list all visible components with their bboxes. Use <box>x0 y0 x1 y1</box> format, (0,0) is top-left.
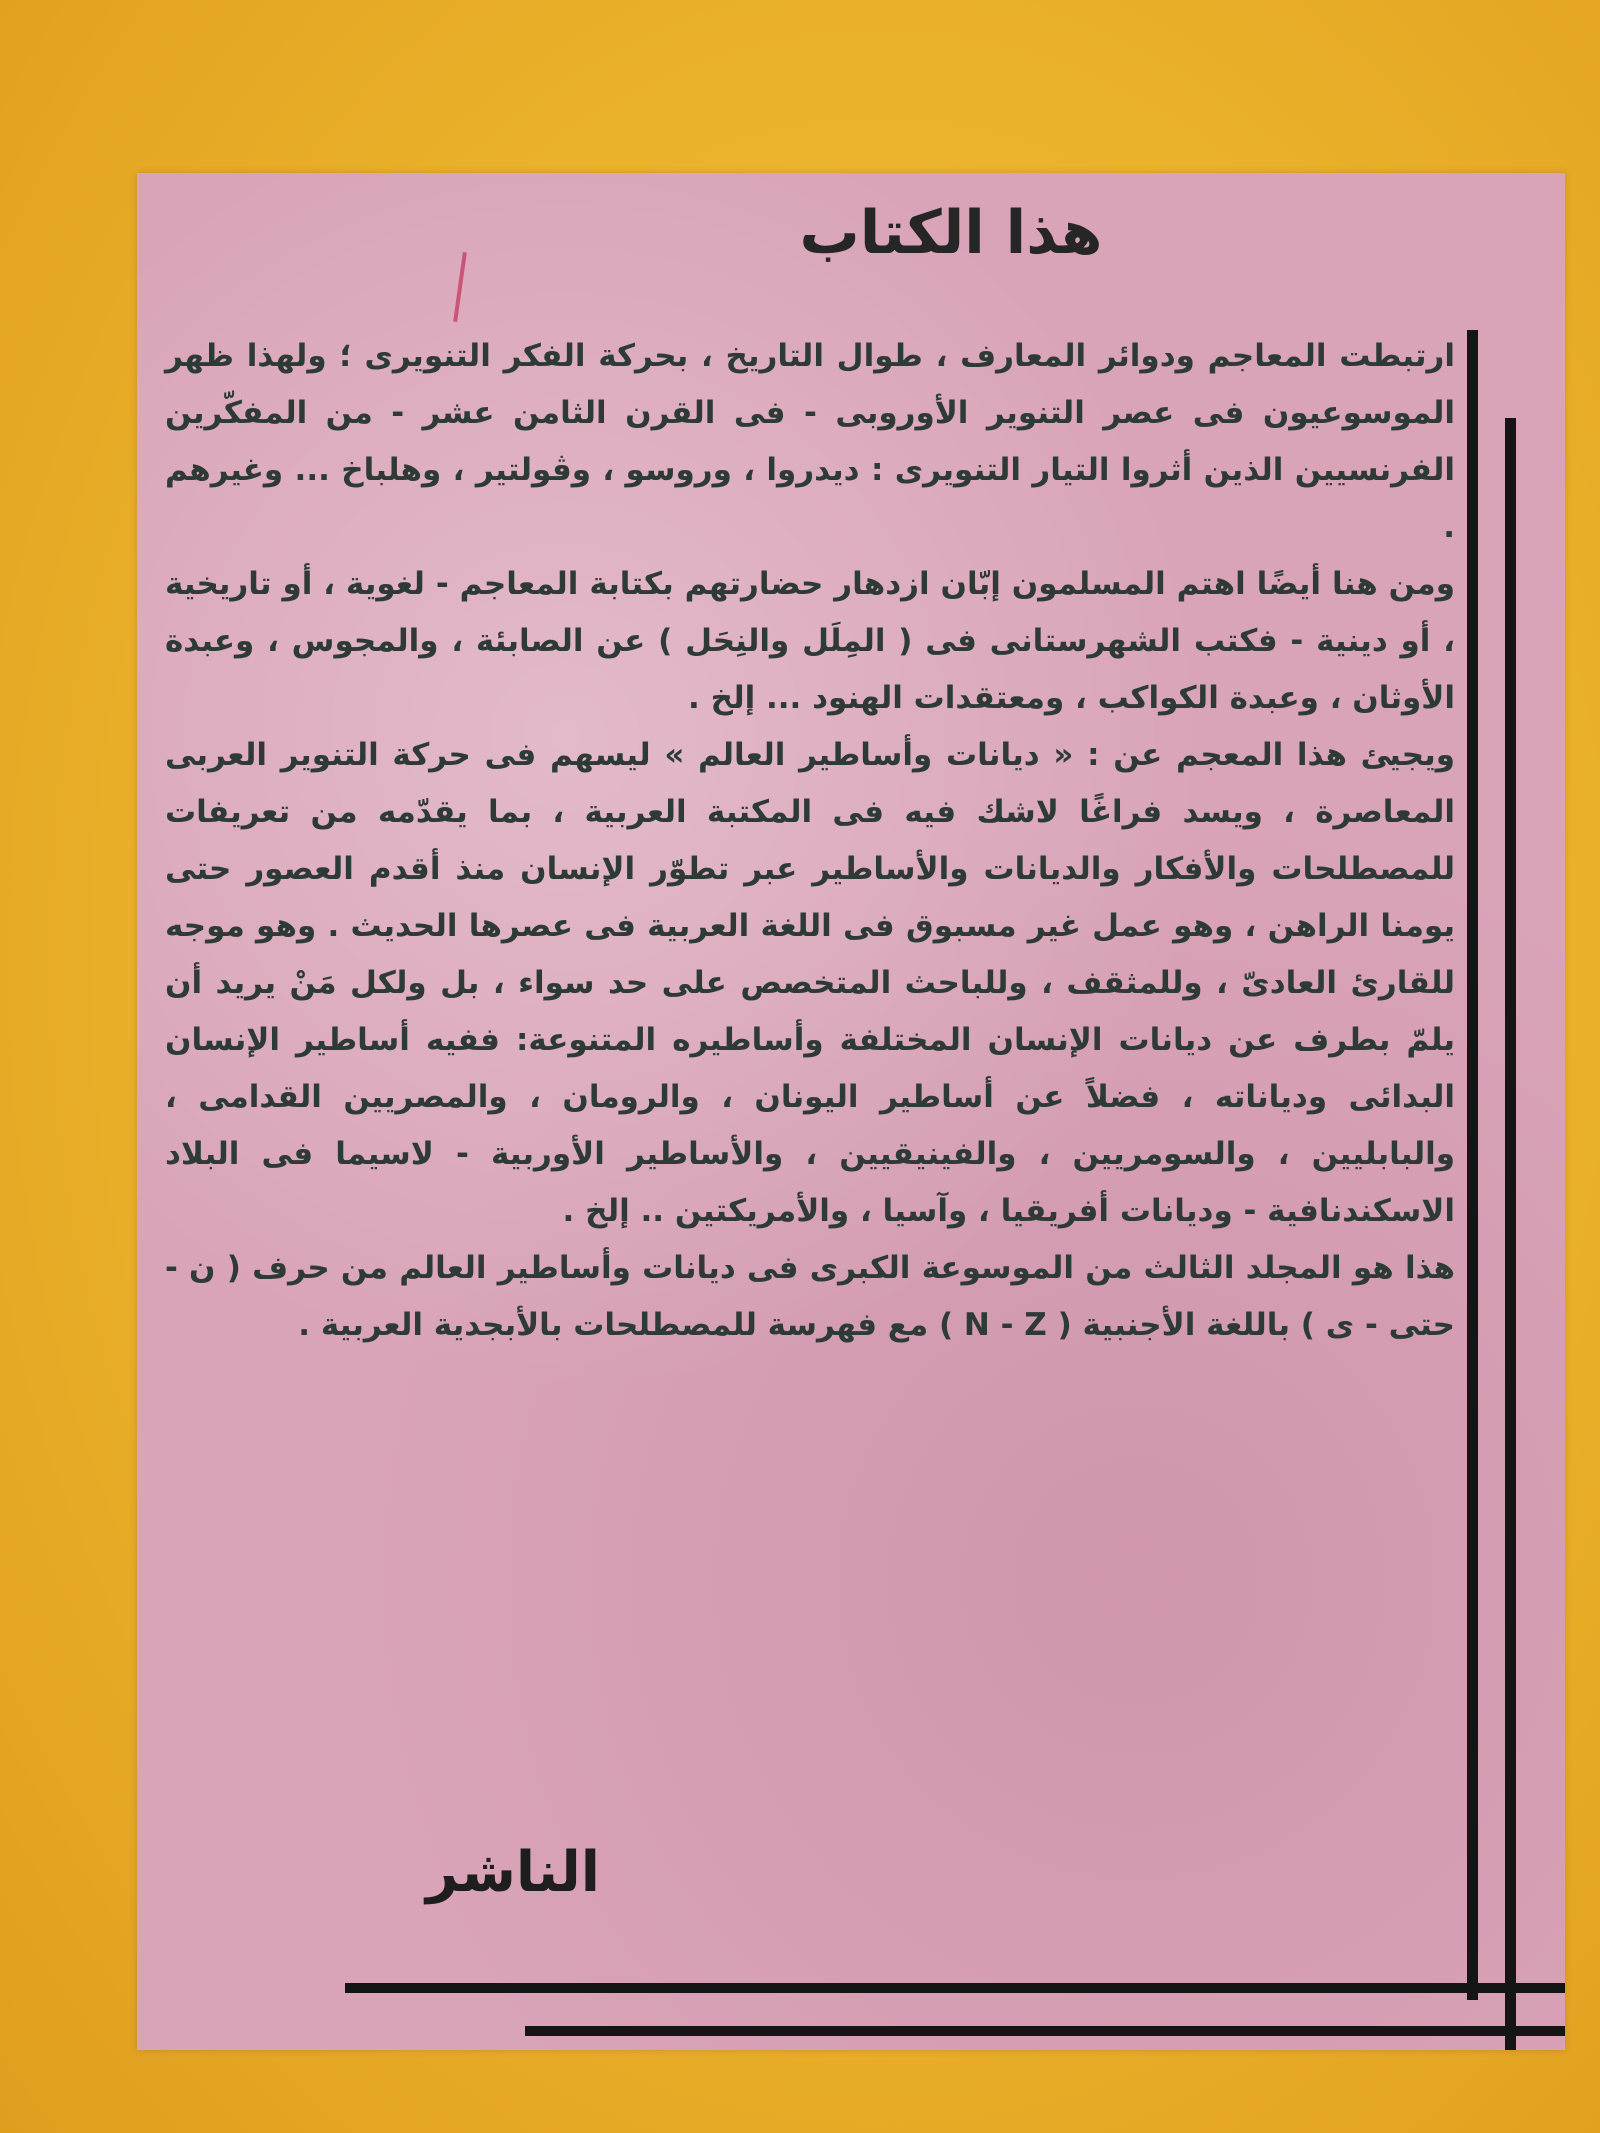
blurb-paragraph-1: ارتبطت المعاجم ودوائر المعارف ، طوال التاريخ ، بحركة الفكر التنويرى ؛ ولهذا ظهر الموسوعيون فى عصر التنوير الأوروبى - فى القرن الثامن عشر - من المفكّرين الفرنسيين الذين أثروا التيار التنويرى : ديدروا ، وروسو ، وڤولتير ، وهلباخ ... وغيرهم . <box>165 338 1455 545</box>
frame-vertical-line-outer <box>1505 418 1516 2050</box>
blurb-paragraph-2: ومن هنا أيضًا اهتم المسلمون إبّان ازدهار حضارتهم بكتابة المعاجم - لغوية ، أو تاريخية ، أو دينية - فكتب الشهرستانى فى ( المِلَل والنِحَل ) عن الصابئة ، والمجوس ، وعبدة الأوثان ، وعبدة الكواكب ، ومعتقدات الهنود ... إلخ . <box>165 566 1455 716</box>
publisher-signature: الناشر <box>425 1840 600 1905</box>
frame-horizontal-line-lower <box>525 2026 1565 2036</box>
blurb-paragraph-4: هذا هو المجلد الثالث من الموسوعة الكبرى فى ديانات وأساطير العالم من حرف ( ن - حتى - ى ) باللغة الأجنبية ( N - Z ) مع فهرسة للمصطلحات بالأبجدية العربية . <box>165 1250 1455 1343</box>
frame-vertical-line-inner <box>1467 330 1478 2000</box>
blurb-text <box>165 328 1455 1354</box>
blurb-paragraph-3: ويجيئ هذا المعجم عن : « ديانات وأساطير العالم » ليسهم فى حركة التنوير العربى المعاصرة ، ويسد فراغًا لاشك فيه فى المكتبة العربية ، بما يقدّمه من تعريفات للمصطلحات والأفكار والديانات والأساطير عبر تطوّر الإنسان منذ أقدم العصور حتى يومنا الراهن ، وهو عمل غير مسبوق فى اللغة العربية فى عصرها الحديث . وهو موجه للقارئ العادىّ ، وللمثقف ، وللباحث المتخصص على حد سواء ، بل ولكل مَنْ يريد أن يلمّ بطرف عن ديانات الإنسان المختلفة وأساطيره المتنوعة: ففيه أساطير الإنسان البدائى ودياناته ، فضلاً عن أساطير اليونان ، والرومان ، والمصريين القدامى ، والبابليين ، والسومريين ، والفينيقيين ، والأساطير الأوربية - لاسيما فى البلاد الاسكندنافية - وديانات أفريقيا ، وآسيا ، والأمريكتين .. إلخ . <box>165 737 1455 1229</box>
book-heading: هذا الكتاب <box>799 198 1103 268</box>
frame-horizontal-line-upper <box>345 1983 1565 1993</box>
